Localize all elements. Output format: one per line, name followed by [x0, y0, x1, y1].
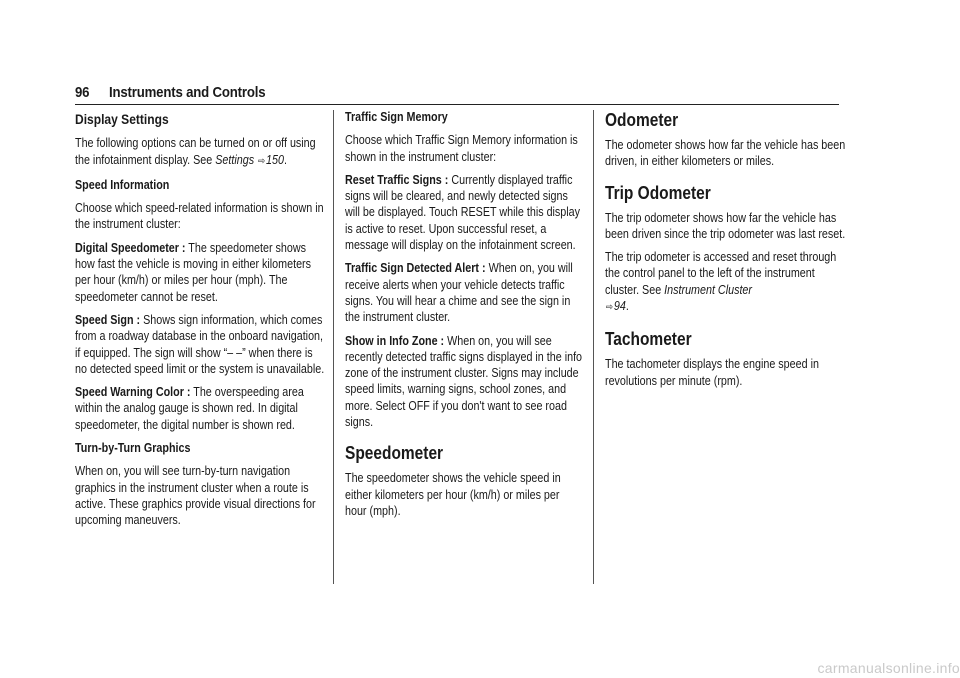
- display-settings-heading: Display Settings: [75, 111, 169, 127]
- traffic-sign-alert-term: Traffic Sign Detected Alert :: [345, 261, 486, 276]
- instrument-cluster-link[interactable]: Instrument Cluster ⇨94: [605, 282, 752, 314]
- trip-odometer-heading: Trip Odometer: [605, 182, 711, 203]
- traffic-sign-alert-item: Traffic Sign Detected Alert : When on, you will receive alerts when your vehicle detects traffic signs. You will hear a chime and see the sign in the instrument cluster.: [345, 261, 573, 325]
- section-title: Instruments and Controls: [109, 84, 266, 101]
- show-in-info-zone-item: Show in Info Zone : When on, you will see recently detected traffic signs displayed in the info zone of the instrument cluster. Signs may include speed limits, warning signs, school zones, and more. Select OFF if you don't want to see road signs.: [345, 333, 583, 430]
- page-arrow-icon: ⇨: [257, 155, 266, 167]
- reset-traffic-signs-item: Reset Traffic Signs : Currently displayed traffic signs will be cleared, and newly detected signs will be displayed. Touch RESET while this display is active to reset. Upon successful reset, a message will display on the infotainment screen.: [345, 172, 581, 253]
- reset-traffic-signs-term: Reset Traffic Signs :: [345, 172, 449, 187]
- column-divider: [593, 110, 594, 584]
- traffic-sign-memory-text: Choose which Traffic Sign Memory information is shown in the instrument cluster:: [345, 133, 578, 164]
- speed-information-text: Choose which speed-related information is shown in the instrument cluster:: [75, 201, 324, 232]
- odometer-text: The odometer shows how far the vehicle has been driven, in either kilometers or miles.: [605, 138, 846, 169]
- column-middle: [345, 109, 583, 526]
- digital-speedometer-item: Digital Speedometer : The speedometer shows how fast the vehicle is moving in either kilometers per hour (km/h) or miles per hour (mph). The speedometer cannot be reset.: [75, 240, 312, 304]
- show-in-info-zone-term: Show in Info Zone :: [345, 333, 445, 348]
- trip-odometer-text: The trip odometer shows how far the vehicle has been driven since the trip odometer was last reset.: [605, 210, 846, 241]
- column-divider: [333, 110, 334, 584]
- speed-information-heading: Speed Information: [75, 177, 170, 192]
- settings-link[interactable]: Settings ⇨150: [215, 152, 284, 167]
- speed-sign-item: Speed Sign : Shows sign information, which comes from a roadway database in the onboard navigation, if equipped. The sign will show “– –” when there is no detected speed limit or the system is unavailable.: [75, 312, 325, 376]
- column-right: [605, 109, 845, 396]
- turn-by-turn-text: When on, you will see turn-by-turn navigation graphics in the instrument cluster when a route is active. These graphics provide visual directions for upcoming maneuvers.: [75, 464, 316, 528]
- speed-warning-color-term: Speed Warning Color :: [75, 385, 191, 400]
- tachometer-text: The tachometer displays the engine speed in revolutions per minute (rpm).: [605, 357, 819, 388]
- speed-sign-term: Speed Sign :: [75, 312, 141, 327]
- tachometer-heading: Tachometer: [605, 329, 692, 350]
- speedometer-text: The speedometer shows the vehicle speed in either kilometers per hour (km/h) or miles per hour (mph).: [345, 471, 561, 518]
- traffic-sign-memory-heading: Traffic Sign Memory: [345, 110, 448, 124]
- page-number: 96: [75, 84, 90, 101]
- column-left: [75, 109, 324, 536]
- display-settings-intro: The following options can be turned on or off using the infotainment display. See Settings ⇨150.: [75, 136, 316, 167]
- digital-speedometer-term: Digital Speedometer :: [75, 240, 186, 255]
- watermark: carmanualsonline.info: [817, 660, 960, 676]
- turn-by-turn-heading: Turn-by-Turn Graphics: [75, 441, 191, 456]
- page-header: [75, 84, 839, 105]
- odometer-heading: Odometer: [605, 110, 679, 130]
- speedometer-heading: Speedometer: [345, 443, 444, 464]
- speed-warning-color-item: Speed Warning Color : The overspeeding area within the analog gauge is shown red. In digital speedometer, the digital number is shown red.: [75, 385, 304, 432]
- page-arrow-icon: ⇨: [605, 302, 614, 314]
- trip-odometer-reset-text: The trip odometer is accessed and reset through the control panel to the left of the instrument cluster. See Instrument Cluster ⇨94.: [605, 250, 837, 314]
